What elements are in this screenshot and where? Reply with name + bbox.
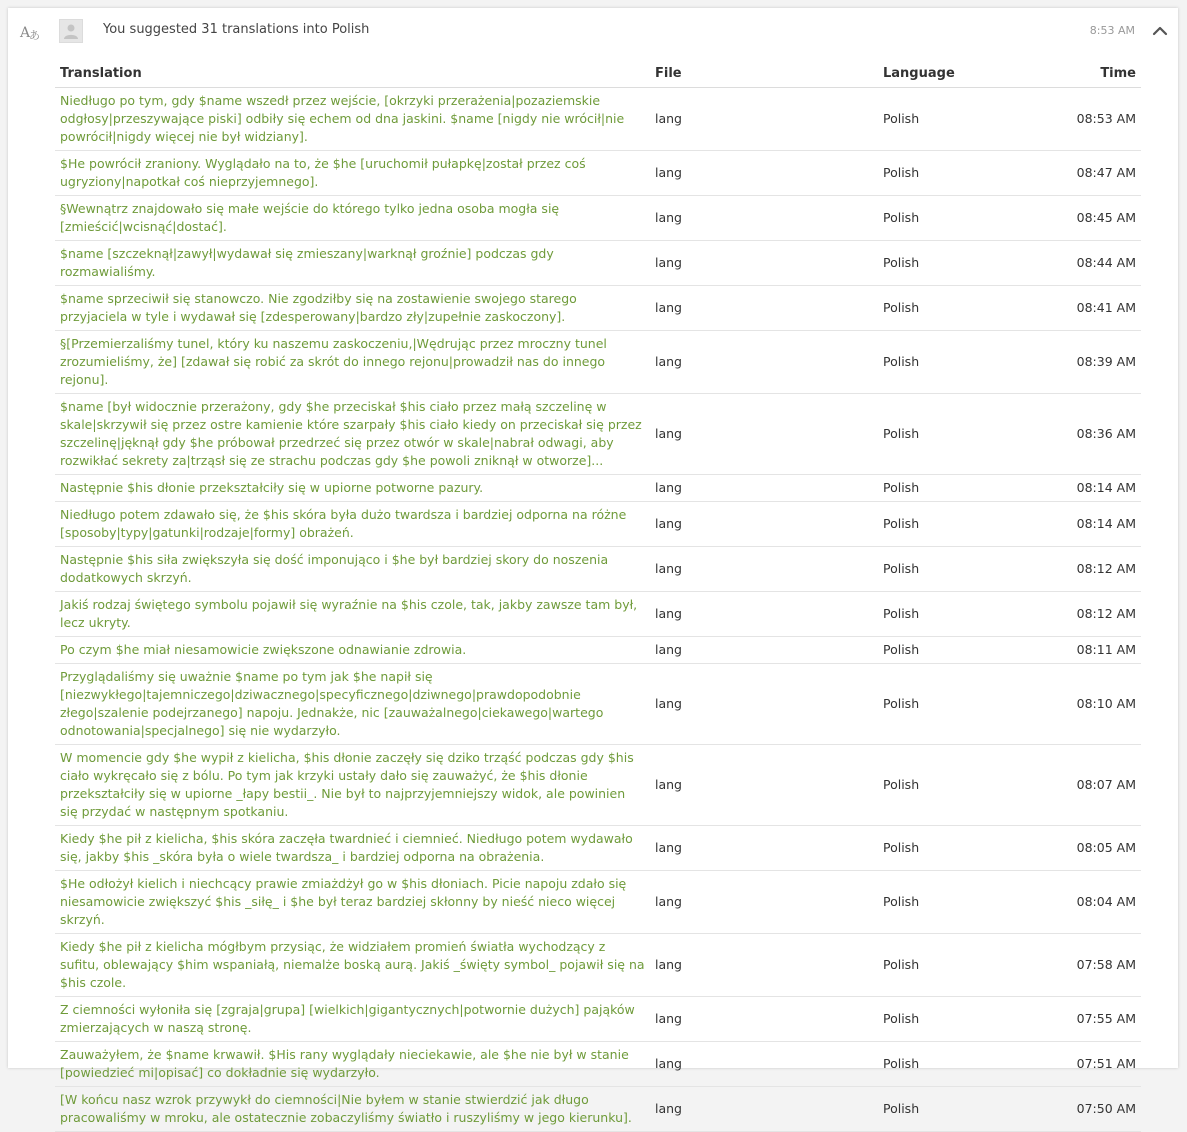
translation-cell (55, 502, 650, 547)
avatar[interactable] (59, 19, 83, 43)
file-cell: lang (650, 592, 878, 637)
table-row (55, 196, 1141, 241)
file-cell: lang (650, 151, 878, 196)
file-cell: lang (650, 331, 878, 394)
translation-cell (55, 997, 650, 1042)
time-cell: 08:53 AM (1038, 88, 1141, 151)
file-cell: lang (650, 88, 878, 151)
table-row (55, 88, 1141, 151)
table-row (55, 826, 1141, 871)
language-cell: Polish (878, 664, 1038, 745)
translation-cell (55, 547, 650, 592)
translation-cell (55, 934, 650, 997)
language-cell: Polish (878, 331, 1038, 394)
time-cell: 08:12 AM (1038, 592, 1141, 637)
file-cell: lang (650, 934, 878, 997)
time-cell: 07:55 AM (1038, 997, 1141, 1042)
translation-link[interactable]: W momencie gdy $he wypił z kielicha, $his dłonie zaczęły się dziko trząść podczas gdy $his ciało wykręcało się z bólu. Po tym jak krzyki ustały dało się zauważyć, że $his dłonie przekształciły się w upiorne _łapy bestii_. Nie był to najprzyjemniejszy widok, ale powinien się przydać w następnym spotkaniu. (60, 750, 634, 819)
chevron-up-icon[interactable] (1152, 22, 1168, 34)
language-cell: Polish (878, 88, 1038, 151)
table-row (55, 592, 1141, 637)
file-cell: lang (650, 745, 878, 826)
time-cell: 08:41 AM (1038, 286, 1141, 331)
time-cell: 07:50 AM (1038, 1087, 1141, 1132)
translation-link[interactable]: Kiedy $he pił z kielicha, $his skóra zaczęła twardnieć i ciemnieć. Niedługo potem wydawało się, jakby $his _skóra była o wiele twardsza_ i bardziej odporna na obrażenia. (60, 831, 633, 864)
time-cell: 08:45 AM (1038, 196, 1141, 241)
table-row (55, 997, 1141, 1042)
translation-link[interactable]: $name sprzeciwił się stanowczo. Nie zgodziłby się na zostawienie swojego starego przyjaciela w tyle i wydawał się [zdesperowany|bardzo zły|zupełnie zaskoczony]. (60, 291, 577, 324)
table-row (55, 745, 1141, 826)
language-cell: Polish (878, 1042, 1038, 1087)
language-cell: Polish (878, 286, 1038, 331)
translation-link[interactable]: Po czym $he miał niesamowicie zwiększone odnawianie zdrowia. (60, 642, 467, 657)
time-cell: 08:14 AM (1038, 475, 1141, 502)
file-cell: lang (650, 637, 878, 664)
time-cell: 07:51 AM (1038, 1042, 1141, 1087)
activity-time: 8:53 AM (1089, 24, 1135, 37)
svg-text:A: A (20, 25, 31, 41)
table-row (55, 286, 1141, 331)
translation-cell (55, 1042, 650, 1087)
translation-cell (55, 871, 650, 934)
time-cell: 08:10 AM (1038, 664, 1141, 745)
language-cell: Polish (878, 151, 1038, 196)
translation-link[interactable]: $He odłożył kielich i niechcący prawie zmiażdżył go w $his dłoniach. Picie napoju zdało się niesamowicie zwiększyć $his _siłę_ i $he był teraz bardziej skłonny by nieść nieco więcej skrzyń. (60, 876, 627, 927)
translation-link[interactable]: Niedługo potem zdawało się, że $his skóra była dużo twardsza i bardziej odporna na różne [sposoby|typy|gatunki|rodzaje|formy] obrażeń. (60, 507, 627, 540)
translation-link[interactable]: Z ciemności wyłoniła się [zgraja|grupa] [wielkich|gigantycznych|potwornie dużych] pająków zmierzających w naszą stronę. (60, 1002, 635, 1035)
file-cell: lang (650, 997, 878, 1042)
table-row (55, 502, 1141, 547)
time-cell: 07:58 AM (1038, 934, 1141, 997)
translation-link[interactable]: $He powrócił zraniony. Wyglądało na to, że $he [uruchomił pułapkę|został przez coś ugryziony|napotkał coś nieprzyjemnego]. (60, 156, 586, 189)
translation-cell (55, 286, 650, 331)
file-cell: lang (650, 664, 878, 745)
translation-cell (55, 637, 650, 664)
language-cell: Polish (878, 592, 1038, 637)
file-cell: lang (650, 826, 878, 871)
file-cell: lang (650, 394, 878, 475)
time-cell: 08:04 AM (1038, 871, 1141, 934)
translation-link[interactable]: $name [szczeknął|zawył|wydawał się zmieszany|warknął groźnie] podczas gdy rozmawialiśmy. (60, 246, 554, 279)
translation-link[interactable]: Przyglądaliśmy się uważnie $name po tym jak $he napił się [niezwykłego|tajemniczego|dziwacznego|specyficznego|dziwnego|prawdopodobnie złego|szalenie podejrzanego] napoju. Jednakże, nic [zauważalnego|ciekawego|wartego odnotowania|specjalnego] się nie wydarzyło. (60, 669, 604, 738)
table-row (55, 331, 1141, 394)
time-cell: 08:05 AM (1038, 826, 1141, 871)
table-row (55, 394, 1141, 475)
translation-cell (55, 331, 650, 394)
time-cell: 08:14 AM (1038, 502, 1141, 547)
translation-cell (55, 241, 650, 286)
translation-cell (55, 592, 650, 637)
translation-link[interactable]: Jakiś rodzaj świętego symbolu pojawił się wyraźnie na $his czole, tak, jakby zawsze tam był, lecz ukryty. (60, 597, 638, 630)
time-cell: 08:44 AM (1038, 241, 1141, 286)
translation-cell (55, 475, 650, 502)
file-cell: lang (650, 871, 878, 934)
file-cell: lang (650, 475, 878, 502)
table-row (55, 547, 1141, 592)
translations-table (55, 59, 1141, 1132)
translation-link[interactable]: §[Przemierzaliśmy tunel, który ku naszemu zaskoczeniu,|Wędrując przez mroczny tunel zrozumieliśmy, że] [zdawał się robić za skrót do innego rejonu|prowadził nas do innego rejonu]. (60, 336, 607, 387)
translation-link[interactable]: [W końcu nasz wzrok przywykł do ciemności|Nie byłem w stanie stwierdzić jak długo pracowaliśmy w mroku, ale ostatecznie zobaczyliśmy światło i ruszyliśmy w jego kierunku]. (60, 1092, 632, 1125)
language-cell: Polish (878, 997, 1038, 1042)
time-cell: 08:36 AM (1038, 394, 1141, 475)
translation-link[interactable]: $name [był widocznie przerażony, gdy $he przeciskał $his ciało przez małą szczelinę w skale|skrzywił się przez ostre kamienie które szarpały $his ciało kiedy on przeciskał się przez szczelinę|jęknął gdy $he próbował przedrzeć się przez otwór w skale|nabrał odwagi, aby rozwikłać sekrety za|trząsł się ze strachu podczas gdy $he powoli zniknął w otworze]... (60, 399, 642, 468)
translation-cell (55, 745, 650, 826)
translation-cell (55, 1087, 650, 1132)
language-cell: Polish (878, 745, 1038, 826)
file-cell: lang (650, 1087, 878, 1132)
translation-link[interactable]: Zauważyłem, że $name krwawił. $His rany wyglądały nieciekawie, ale $he nie był w stanie [powiedzieć mi|opisać] co dokładnie się wydarzyło. (60, 1047, 629, 1080)
language-cell: Polish (878, 637, 1038, 664)
translate-icon (20, 22, 42, 42)
column-header-language: Language (878, 59, 1038, 88)
translation-link[interactable]: Niedługo po tym, gdy $name wszedł przez wejście, [okrzyki przerażenia|pozaziemskie odgłosy|przeszywające piski] odbiły się echem od dna jaskini. $name [nigdy nie wrócił|nie powrócił|nigdy więcej nie był widziany]. (60, 93, 625, 144)
language-cell: Polish (878, 241, 1038, 286)
activity-card (8, 8, 1178, 1125)
language-cell: Polish (878, 1087, 1038, 1132)
time-cell: 08:12 AM (1038, 547, 1141, 592)
translation-link[interactable]: Kiedy $he pił z kielicha mógłbym przysiąc, że widziałem promień światła wychodzący z sufitu, oblewający $him wspaniałą, niemalże boską aurą. Jakiś _święty symbol_ pojawił się na $his czole. (60, 939, 645, 990)
column-header-time: Time (1038, 59, 1141, 88)
column-header-translation: Translation (55, 59, 650, 88)
table-row (55, 241, 1141, 286)
time-cell: 08:39 AM (1038, 331, 1141, 394)
table-row (55, 1042, 1141, 1087)
translation-cell (55, 196, 650, 241)
language-cell: Polish (878, 196, 1038, 241)
translation-cell (55, 151, 650, 196)
file-cell: lang (650, 1042, 878, 1087)
translations-table-body (55, 88, 1141, 1132)
activity-summary: You suggested 31 translations into Polish (103, 22, 370, 37)
table-row (55, 151, 1141, 196)
translation-link[interactable]: §Wewnątrz znajdowało się małe wejście do którego tylko jedna osoba mogła się [zmieścić|wcisnąć|dostać]. (60, 201, 560, 234)
translation-link[interactable]: Następnie $his siła zwiększyła się dość imponująco i $he był bardziej skory do noszenia dodatkowych skrzyń. (60, 552, 609, 585)
column-header-file: File (650, 59, 878, 88)
file-cell: lang (650, 547, 878, 592)
activity-header (8, 8, 1178, 54)
translation-link[interactable]: Następnie $his dłonie przekształciły się w upiorne potworne pazury. (60, 480, 484, 495)
table-row (55, 475, 1141, 502)
table-row (55, 1087, 1141, 1132)
file-cell: lang (650, 196, 878, 241)
time-cell: 08:07 AM (1038, 745, 1141, 826)
translation-cell (55, 664, 650, 745)
file-cell: lang (650, 502, 878, 547)
language-cell: Polish (878, 871, 1038, 934)
table-row (55, 871, 1141, 934)
svg-text:あ: あ (29, 29, 40, 42)
language-cell: Polish (878, 826, 1038, 871)
table-row (55, 637, 1141, 664)
language-cell: Polish (878, 934, 1038, 997)
time-cell: 08:11 AM (1038, 637, 1141, 664)
translation-cell (55, 826, 650, 871)
time-cell: 08:47 AM (1038, 151, 1141, 196)
table-row (55, 934, 1141, 997)
table-header-row (55, 59, 1141, 88)
language-cell: Polish (878, 502, 1038, 547)
table-row (55, 664, 1141, 745)
translation-cell (55, 394, 650, 475)
language-cell: Polish (878, 394, 1038, 475)
language-cell: Polish (878, 475, 1038, 502)
file-cell: lang (650, 286, 878, 331)
language-cell: Polish (878, 547, 1038, 592)
file-cell: lang (650, 241, 878, 286)
translation-cell (55, 88, 650, 151)
